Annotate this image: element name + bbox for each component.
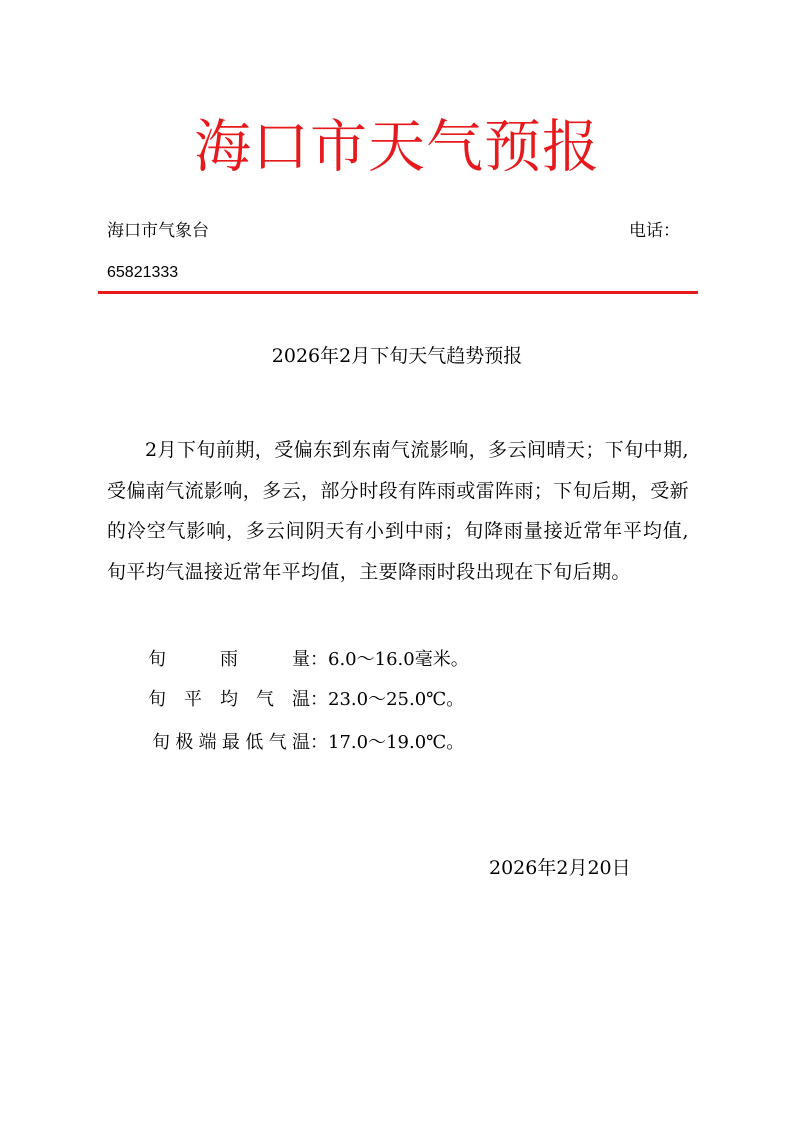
stat-min-temperature-label: 旬极端最低气温 xyxy=(152,732,310,753)
stat-rainfall xyxy=(148,646,469,674)
issue-date: 2026年2月20日 xyxy=(489,857,631,879)
organization-name: 海口市气象台 xyxy=(107,221,209,241)
stat-rainfall-value: 6.0～16.0毫米。 xyxy=(328,649,469,670)
forecast-paragraph: 2月下旬前期，受偏东到东南气流影响，多云间晴天；下旬中期,受偏南气流影响，多云，部分时段有阵雨或雷阵雨；下旬后期，受新的冷空气影响，多云间阴天有小到中雨；旬降雨量接近常年平均值,旬平均气温接近常年平均值，主要降雨时段出现在下旬后期。 xyxy=(107,439,690,583)
stat-min-temperature xyxy=(152,729,464,757)
stat-average-temperature-value: 23.0～25.0℃。 xyxy=(328,689,465,710)
phone-label: 电话： xyxy=(629,221,680,241)
stat-average-temperature xyxy=(148,686,464,714)
stat-min-temperature-value: 17.0～19.0℃。 xyxy=(328,732,465,753)
document-title: 海口市天气预报 xyxy=(194,114,600,180)
stat-rainfall-label: 旬雨量 xyxy=(148,649,310,670)
stat-average-temperature-colon: ： xyxy=(310,689,328,710)
stat-rainfall-colon: ： xyxy=(310,649,328,670)
header-divider xyxy=(98,291,698,294)
stat-min-temperature-colon: ： xyxy=(310,732,328,753)
stat-average-temperature-label: 旬平均气温 xyxy=(148,689,310,710)
phone-number: 65821333 xyxy=(107,264,179,281)
report-subtitle: 2026年2月下旬天气趋势预报 xyxy=(271,345,523,367)
